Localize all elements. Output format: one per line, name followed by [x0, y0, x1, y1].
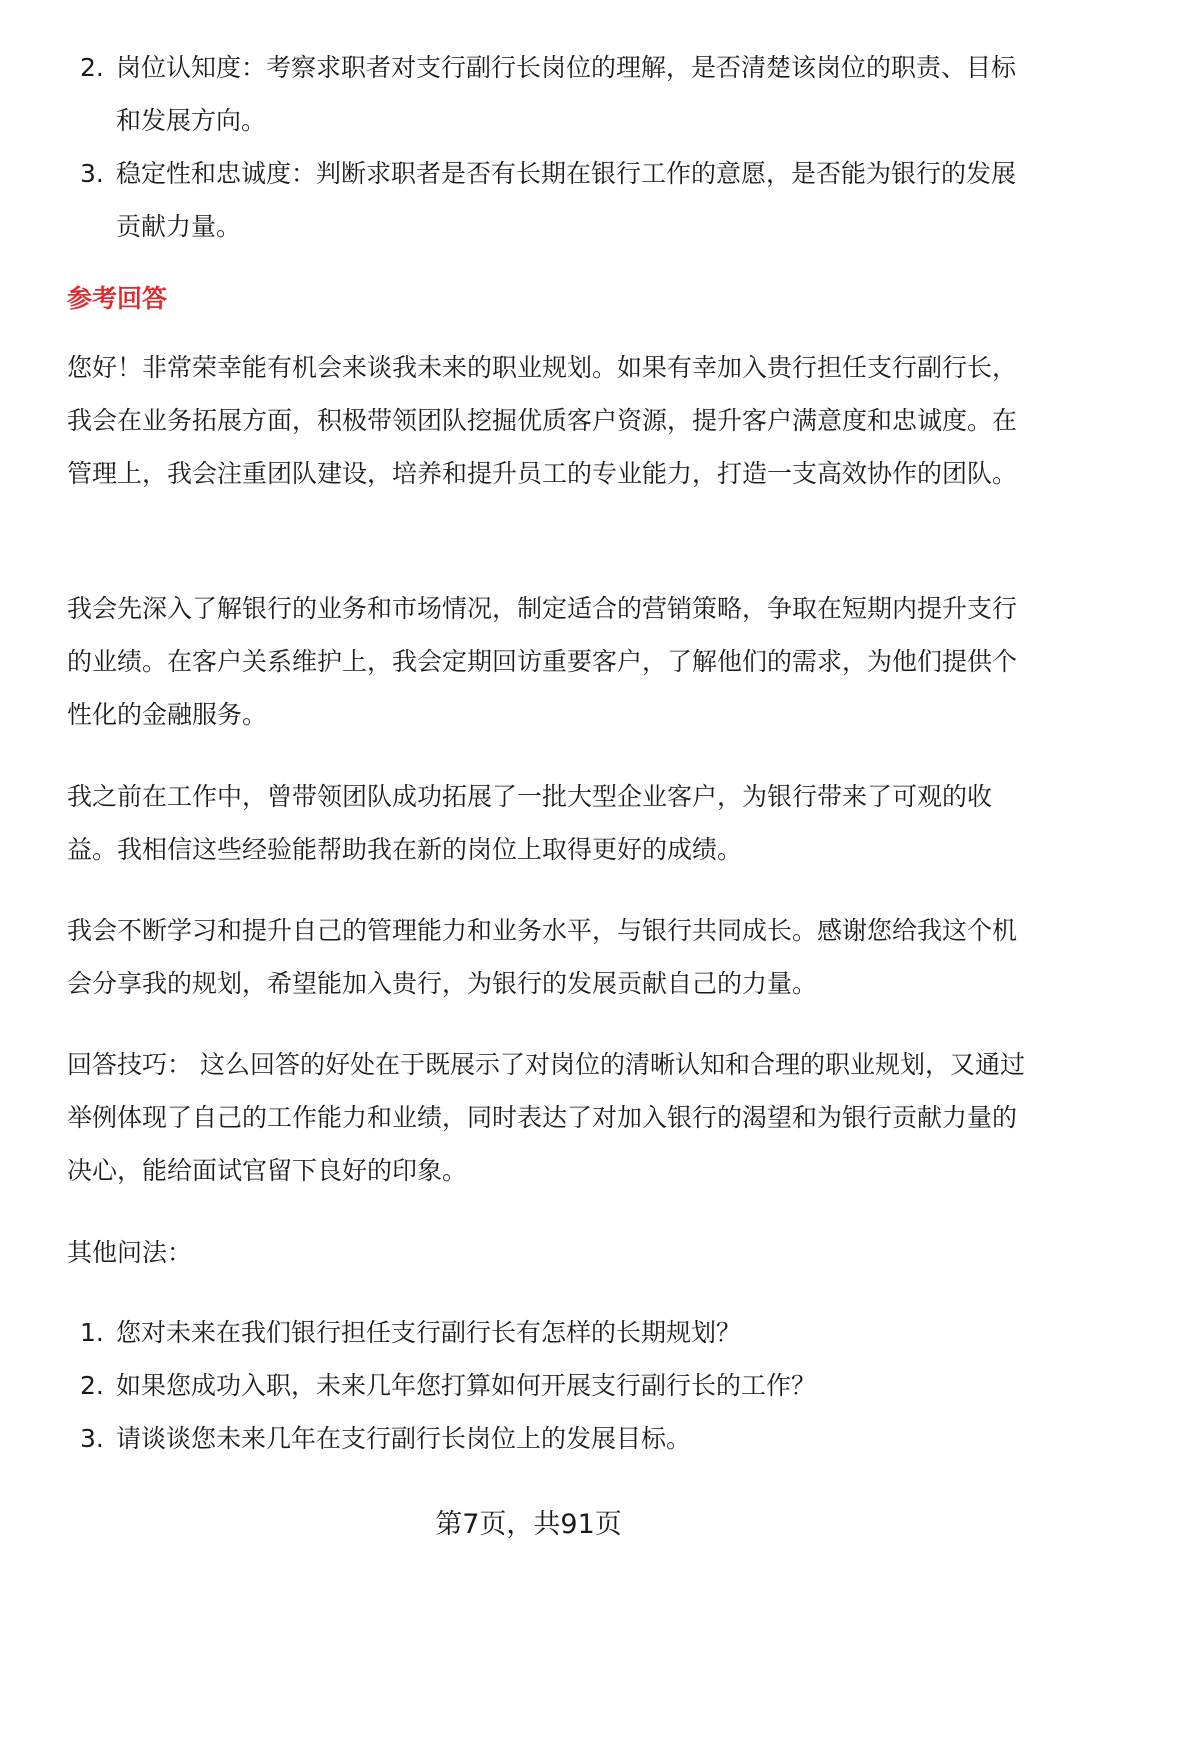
list-item-number: 3. — [80, 159, 104, 188]
list-item-text: 请谈谈您未来几年在支行副行长岗位上的发展目标。 — [116, 1424, 692, 1453]
list-item-text: 稳定性和忠诚度：判断求职者是否有长期在银行工作的意愿，是否能为银行的发展贡献力量。 — [116, 159, 1017, 241]
answer-paragraph: 您好！非常荣幸能有机会来谈我未来的职业规划。如果有幸加入贵行担任支行副行长，我会在业务拓展方面，积极带领团队挖掘优质客户资源，提升客户满意度和忠诚度。在管理上，我会注重团队建设，培养和提升员工的专业能力，打造一支高效协作的团队。 — [67, 353, 1018, 488]
list-item-text: 您对未来在我们银行担任支行副行长有怎样的长期规划？ — [116, 1318, 742, 1347]
list-item — [67, 1412, 1032, 1465]
numbered-list-top — [67, 41, 1032, 253]
list-item — [67, 1306, 1032, 1359]
list-item — [67, 41, 1032, 147]
numbered-list-other-questions — [67, 1306, 1032, 1465]
list-item-number: 1. — [80, 1318, 104, 1347]
answer-paragraph: 我会不断学习和提升自己的管理能力和业务水平，与银行共同成长。感谢您给我这个机会分享我的规划，希望能加入贵行，为银行的发展贡献自己的力量。 — [67, 916, 1018, 998]
list-item-number: 3. — [80, 1424, 104, 1453]
section-heading-reference-answer: 参考回答 — [67, 284, 168, 313]
answer-paragraph: 我会先深入了解银行的业务和市场情况，制定适合的营销策略，争取在短期内提升支行的业绩。在客户关系维护上，我会定期回访重要客户，了解他们的需求，为他们提供个性化的金融服务。 — [67, 594, 1018, 729]
answer-tips-paragraph: 回答技巧： 这么回答的好处在于既展示了对岗位的清晰认知和合理的职业规划，又通过举例体现了自己的工作能力和业绩，同时表达了对加入银行的渴望和为银行贡献力量的决心，能给面试官留下良好的印象。 — [67, 1050, 1025, 1185]
answer-paragraph: 我之前在工作中，曾带领团队成功拓展了一批大型企业客户，为银行带来了可观的收益。我相信这些经验能帮助我在新的岗位上取得更好的成绩。 — [67, 782, 993, 864]
list-item-number: 2. — [80, 53, 104, 82]
list-item-text: 如果您成功入职，未来几年您打算如何开展支行副行长的工作？ — [116, 1371, 817, 1400]
list-item-number: 2. — [80, 1371, 104, 1400]
list-item — [67, 1359, 1032, 1412]
list-item-text: 岗位认知度：考察求职者对支行副行长岗位的理解，是否清楚该岗位的职责、目标和发展方向。 — [116, 53, 1017, 135]
other-questions-label: 其他问法： — [67, 1238, 193, 1267]
list-item — [67, 147, 1032, 253]
page-number-footer: 第7页，共91页 — [435, 1509, 622, 1540]
